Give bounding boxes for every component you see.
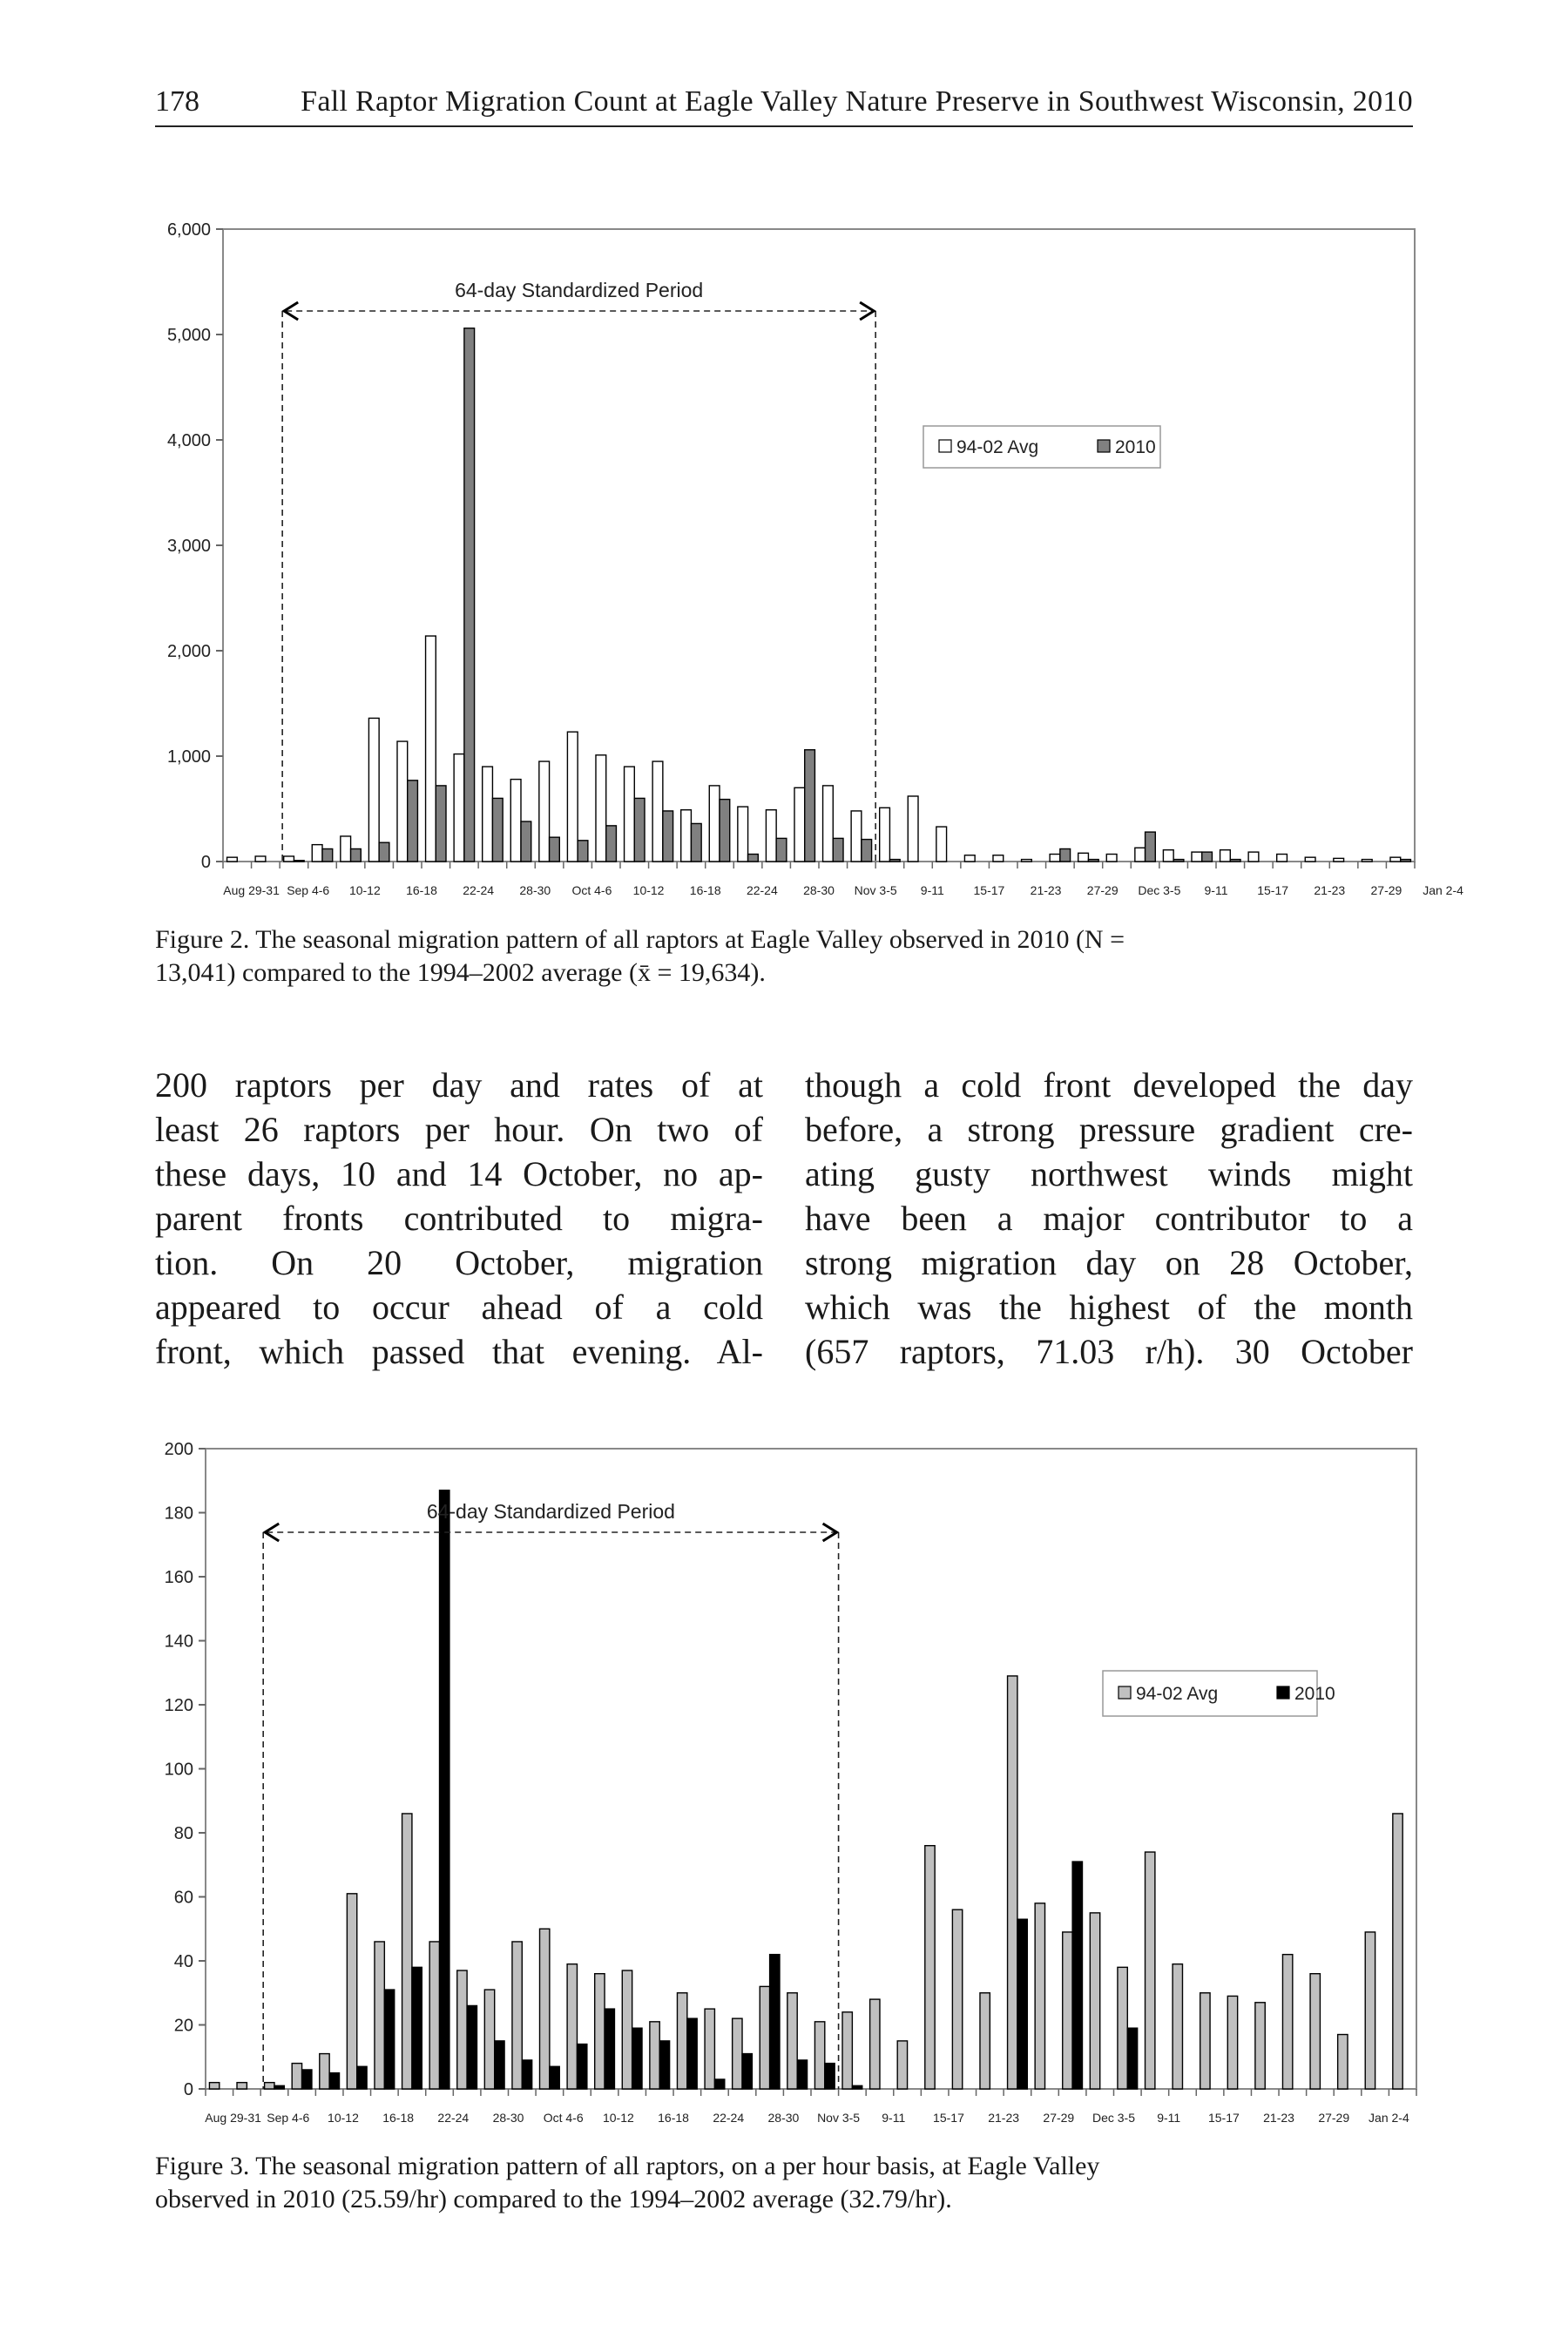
fig2-x-tick-label: 9-11 [1204, 883, 1228, 897]
fig3-bar-avg [814, 2022, 824, 2089]
fig3-bar-avg [733, 2018, 742, 2089]
fig3-bar-avg [265, 2083, 274, 2089]
fig3-bar-avg [870, 1999, 880, 2089]
fig3-y-tick-label: 40 [173, 1952, 193, 1971]
fig2-x-tick-label: Oct 4-6 [571, 883, 612, 897]
fig3-y-tick-label: 20 [173, 2016, 193, 2036]
fig3-y-tick-label: 160 [164, 1568, 193, 1587]
fig2-y-tick-label: 5,000 [166, 326, 211, 345]
fig3-x-tick-label: Oct 4-6 [543, 2111, 584, 2125]
fig3-bar-avg [842, 2012, 852, 2089]
fig3-y-tick-label: 200 [164, 1440, 193, 1459]
fig2-legend-label-2010: 2010 [1115, 437, 1156, 457]
fig3-x-tick-label: 28-30 [492, 2111, 524, 2125]
body-line: these days, 10 and 14 October, no ap- [155, 1154, 763, 1193]
fig2-x-tick-label: 22-24 [746, 883, 778, 897]
fig3-x-tick-label: 27-29 [1318, 2111, 1350, 2125]
body-line: have been a major contributor to a [805, 1199, 1413, 1238]
fig3-bar-avg [540, 1929, 550, 2089]
fig3-x-tick-label: Sep 4-6 [267, 2111, 310, 2125]
body-line: though a cold front developed the day [805, 1065, 1413, 1105]
fig3-bar-avg [457, 1970, 467, 2089]
fig3-x-tick-label: 9-11 [882, 2111, 906, 2125]
fig3-bar-avg [1118, 1967, 1127, 2089]
body-line: least 26 raptors per hour. On two of [155, 1110, 763, 1149]
fig3-bar-2010 [412, 1967, 422, 2089]
figure-2-caption-line-1: Figure 2. The seasonal migration pattern of all raptors at Eagle Valley observed in 2010 (N = [155, 925, 1125, 954]
fig3-bar-avg [402, 1814, 412, 2089]
body-line: 200 raptors per day and rates of at [155, 1065, 763, 1105]
fig3-x-tick-label: 10-12 [602, 2111, 634, 2125]
fig3-x-tick-label: 22-24 [713, 2111, 745, 2125]
fig3-bar-avg [980, 1993, 990, 2089]
fig3-bar-2010 [495, 2041, 504, 2089]
fig3-bar-avg [952, 1909, 962, 2089]
fig3-x-tick-label: 10-12 [328, 2111, 359, 2125]
figure-3-caption-line-2: observed in 2010 (25.59/hr) compared to the 1994–2002 average (32.79/hr). [155, 2185, 952, 2213]
fig2-x-tick-label: 28-30 [803, 883, 835, 897]
fig3-bar-avg [237, 2083, 247, 2089]
fig3-bar-avg [925, 1846, 935, 2089]
fig3-bar-2010 [274, 2085, 284, 2089]
fig3-legend-label-avg: 94-02 Avg [1136, 1684, 1219, 1704]
fig3-y-tick-label: 0 [183, 2080, 193, 2099]
body-line: (657 raptors, 71.03 r/h). 30 October [805, 1332, 1413, 1371]
body-line: strong migration day on 28 October, [805, 1243, 1413, 1282]
fig3-bar-avg [1365, 1932, 1375, 2089]
fig3-bar-avg [484, 1990, 494, 2089]
fig2-x-tick-label: 10-12 [348, 883, 381, 897]
fig3-bar-2010 [742, 2054, 752, 2089]
fig3-x-tick-label: 15-17 [1207, 2111, 1240, 2125]
fig3-bar-avg [347, 1894, 356, 2089]
fig3-bar-2010 [1072, 1862, 1082, 2089]
fig3-bar-avg [622, 1970, 632, 2089]
fig2-y-tick-label: 2,000 [166, 642, 211, 661]
fig2-y-tick-label: 1,000 [166, 747, 211, 767]
fig2-y-tick-label: 6,000 [166, 220, 211, 240]
figure-3-caption [155, 2150, 1413, 2216]
fig2-x-tick-label: Dec 3-5 [1138, 883, 1181, 897]
fig3-bar-avg [1090, 1913, 1099, 2089]
fig2-x-tick-label: 27-29 [1086, 883, 1119, 897]
fig3-bar-2010 [852, 2085, 862, 2089]
fig3-bar-avg [595, 1974, 605, 2089]
fig3-bar-avg [1008, 1676, 1017, 2089]
fig3-bar-avg [897, 2041, 907, 2089]
fig3-bar-avg [1393, 1814, 1402, 2089]
fig2-legend-label-avg: 94-02 Avg [956, 437, 1039, 457]
fig2-x-tick-label: 9-11 [920, 883, 944, 897]
fig3-bar-avg [705, 2009, 714, 2089]
fig2-x-tick-label: 28-30 [519, 883, 551, 897]
fig3-bar-avg [1173, 1964, 1182, 2089]
body-line: before, a strong pressure gradient cre- [805, 1110, 1413, 1149]
fig2-x-tick-label: 22-24 [463, 883, 495, 897]
fig3-bar-2010 [467, 2005, 476, 2089]
fig3-bar-avg [1063, 1932, 1072, 2089]
fig3-bar-2010 [825, 2064, 835, 2089]
fig3-bar-avg [677, 1993, 686, 2089]
fig3-bar-avg [760, 1986, 769, 2089]
fig3-bar-2010 [687, 2018, 697, 2089]
fig3-period-label: 64-day Standardized Period [426, 1500, 675, 1523]
fig3-y-tick-label: 80 [173, 1824, 193, 1843]
fig3-x-tick-label: Dec 3-5 [1092, 2111, 1136, 2125]
fig3-y-tick-label: 180 [164, 1504, 193, 1524]
fig3-x-tick-label: 21-23 [1263, 2111, 1294, 2125]
fig3-bar-2010 [577, 2044, 586, 2089]
fig3-x-tick-label: 16-18 [382, 2111, 415, 2125]
figure-3-caption-line-1: Figure 3. The seasonal migration pattern of all raptors, on a per hour basis, at Eagle Valley [155, 2152, 1100, 2180]
fig3-x-tick-label: 28-30 [767, 2111, 800, 2125]
fig3-x-tick-label: Aug 29-31 [205, 2111, 261, 2125]
fig3-bar-avg [1310, 1974, 1320, 2089]
fig3-bar-avg [1338, 2035, 1348, 2089]
fig3-bar-avg [209, 2083, 219, 2089]
fig3-bar-2010 [632, 2028, 642, 2089]
fig2-x-tick-label: 16-18 [406, 883, 437, 897]
fig3-bar-avg [650, 2022, 659, 2089]
fig3-bar-avg [292, 2064, 301, 2089]
fig2-x-tick-label: 15-17 [973, 883, 1005, 897]
fig3-bar-2010 [357, 2066, 367, 2089]
fig2-x-tick-label: Sep 4-6 [287, 883, 330, 897]
fig3-bar-avg [375, 1942, 384, 2089]
fig3-y-tick-label: 140 [164, 1632, 193, 1652]
fig3-bar-avg [1146, 1852, 1155, 2089]
fig3-bar-avg [1282, 1955, 1292, 2089]
fig3-x-tick-label: 22-24 [437, 2111, 470, 2125]
fig3-bar-avg [1227, 1996, 1237, 2089]
fig3-bar-2010 [1127, 2028, 1137, 2089]
fig3-x-tick-label: Jan 2-4 [1369, 2111, 1409, 2125]
fig3-bar-avg [787, 1993, 797, 2089]
fig3-bar-2010 [440, 1490, 449, 2089]
fig3-legend-label-2010: 2010 [1294, 1684, 1335, 1704]
fig2-x-tick-label: 21-23 [1030, 883, 1062, 897]
fig2-x-tick-label: 10-12 [632, 883, 665, 897]
fig3-x-tick-label: 16-18 [658, 2111, 689, 2125]
fig3-legend-swatch-avg [1119, 1686, 1131, 1699]
body-line: ating gusty northwest winds might [805, 1154, 1413, 1193]
fig2-x-tick-label: 15-17 [1257, 883, 1289, 897]
fig3-y-tick-label: 120 [164, 1696, 193, 1715]
fig3-bar-2010 [797, 2060, 807, 2089]
fig3-bar-2010 [522, 2060, 531, 2089]
fig3-legend-swatch-2010 [1277, 1686, 1289, 1699]
fig3-bar-avg [1255, 2003, 1265, 2089]
fig3-bar-avg [1035, 1903, 1044, 2089]
fig3-bar-avg [429, 1942, 439, 2089]
fig3-bar-2010 [550, 2066, 559, 2089]
fig2-x-tick-label: 21-23 [1314, 883, 1346, 897]
fig3-bar-avg [1200, 1993, 1210, 2089]
fig3-x-tick-label: 9-11 [1157, 2111, 1181, 2125]
page-number: 178 [155, 85, 199, 118]
fig2-x-tick-label: 27-29 [1370, 883, 1402, 897]
fig2-y-tick-label: 3,000 [166, 537, 211, 556]
fig2-y-tick-label: 4,000 [166, 431, 211, 450]
fig3-bar-avg [320, 2054, 329, 2089]
fig3-x-tick-label: 21-23 [988, 2111, 1020, 2125]
fig2-x-tick-label: Jan 2-4 [1423, 883, 1463, 897]
fig3-bar-avg [567, 1964, 577, 2089]
fig3-bar-2010 [770, 1955, 780, 2089]
fig3-y-tick-label: 60 [173, 1888, 193, 1908]
fig3-bar-2010 [329, 2073, 339, 2089]
body-line: tion. On 20 October, migration [155, 1243, 763, 1282]
figure-2-caption-line-2: 13,041) compared to the 1994–2002 average (x̄ = 19,634). [155, 958, 766, 987]
fig3-bar-2010 [659, 2041, 669, 2089]
body-line: which was the highest of the month [805, 1288, 1413, 1327]
fig3-x-tick-label: 15-17 [933, 2111, 964, 2125]
fig3-x-tick-label: 27-29 [1043, 2111, 1075, 2125]
body-line: appeared to occur ahead of a cold [155, 1288, 763, 1327]
fig3-bar-2010 [1017, 1919, 1027, 2089]
fig2-period-label: 64-day Standardized Period [455, 279, 704, 301]
fig3-y-tick-label: 100 [164, 1760, 193, 1780]
fig2-y-tick-label: 0 [200, 853, 211, 872]
fig3-bar-avg [512, 1942, 522, 2089]
fig3-x-tick-label: Nov 3-5 [817, 2111, 861, 2125]
running-title: Fall Raptor Migration Count at Eagle Valley Nature Preserve in Southwest Wisconsin, 2010 [301, 85, 1413, 118]
fig2-x-tick-label: 16-18 [689, 883, 721, 897]
fig2-x-tick-label: Aug 29-31 [223, 883, 280, 897]
fig3-bar-2010 [605, 2009, 614, 2089]
fig3-bar-2010 [714, 2079, 724, 2089]
fig3-bar-2010 [302, 2070, 312, 2089]
fig2-x-tick-label: Nov 3-5 [854, 883, 897, 897]
fig3-bar-2010 [384, 1990, 394, 2089]
body-line: front, which passed that evening. Al- [155, 1332, 763, 1371]
body-line: parent fronts contributed to migra- [155, 1199, 763, 1238]
